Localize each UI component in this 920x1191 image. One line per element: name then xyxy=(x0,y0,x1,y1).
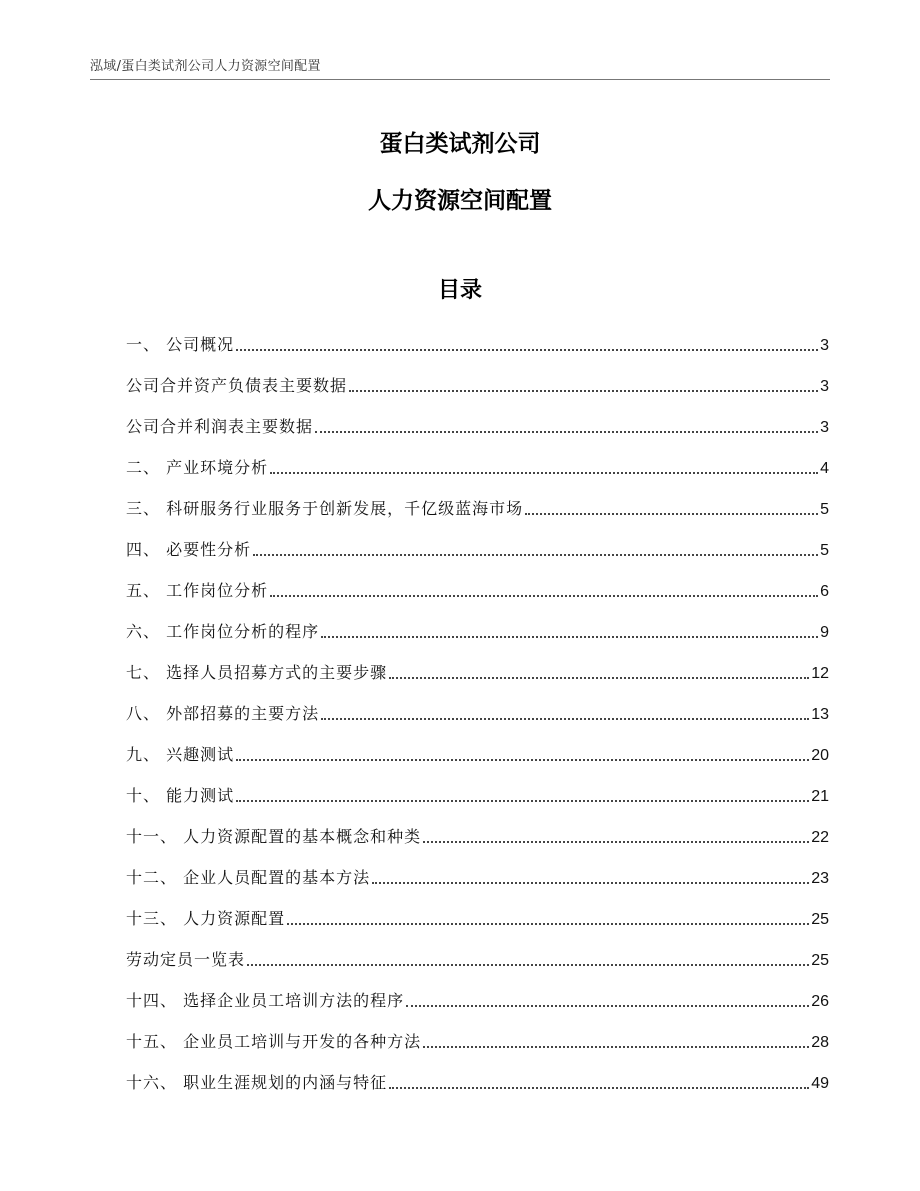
toc-entry[interactable] xyxy=(126,488,829,529)
toc-entry-label: 三、 科研服务行业服务于创新发展，千亿级蓝海市场 xyxy=(126,499,524,518)
toc-entry[interactable] xyxy=(126,447,829,488)
toc-entry-page-number: 3 xyxy=(820,337,829,354)
toc-entry[interactable] xyxy=(126,775,829,816)
toc-dot-leader xyxy=(270,472,818,474)
toc-dot-leader xyxy=(247,964,809,966)
toc-dot-leader xyxy=(406,1005,809,1007)
toc-entry-label: 七、 选择人员招募方式的主要步骤 xyxy=(126,663,388,682)
toc-entry-label: 公司合并利润表主要数据 xyxy=(126,417,314,436)
toc-entry-label: 二、 产业环境分析 xyxy=(126,458,269,477)
toc-dot-leader xyxy=(423,841,809,843)
toc-entry-label: 一、 公司概况 xyxy=(126,335,235,354)
toc-entry-page-number: 25 xyxy=(811,952,829,969)
toc-entry[interactable] xyxy=(126,939,829,980)
toc-dot-leader xyxy=(236,800,809,802)
toc-entry-page-number: 22 xyxy=(811,829,829,846)
toc-heading: 目录 xyxy=(437,278,482,303)
toc-entry[interactable] xyxy=(126,980,829,1021)
toc-entry-page-number: 9 xyxy=(820,624,829,641)
toc-entry-page-number: 20 xyxy=(811,747,829,764)
toc-entry-label: 公司合并资产负债表主要数据 xyxy=(126,376,348,395)
toc-entry[interactable] xyxy=(126,898,829,939)
toc-entry-page-number: 12 xyxy=(811,665,829,682)
toc-entry-label: 八、 外部招募的主要方法 xyxy=(126,704,320,723)
toc-entry-page-number: 25 xyxy=(811,911,829,928)
toc-dot-leader xyxy=(389,677,809,679)
page-header: 泓域/蛋白类试剂公司人力资源空间配置 xyxy=(90,59,321,74)
document-title: 蛋白类试剂公司 xyxy=(379,131,541,157)
toc-entry-page-number: 3 xyxy=(820,378,829,395)
toc-entry[interactable] xyxy=(126,406,829,447)
toc-entry-page-number: 26 xyxy=(811,993,829,1010)
toc-entry-label: 十、 能力测试 xyxy=(126,786,235,805)
toc-entry[interactable] xyxy=(126,816,829,857)
toc-entry[interactable] xyxy=(126,365,829,406)
toc-dot-leader xyxy=(253,554,818,556)
toc-entry-label: 十五、 企业员工培训与开发的各种方法 xyxy=(126,1032,422,1051)
table-of-contents xyxy=(126,324,829,1103)
toc-dot-leader xyxy=(270,595,818,597)
toc-entry[interactable] xyxy=(126,693,829,734)
toc-entry[interactable] xyxy=(126,1062,829,1103)
toc-entry-page-number: 13 xyxy=(811,706,829,723)
toc-entry[interactable] xyxy=(126,1021,829,1062)
toc-entry-page-number: 4 xyxy=(820,460,829,477)
toc-entry-label: 十一、 人力资源配置的基本概念和种类 xyxy=(126,827,422,846)
toc-entry-page-number: 3 xyxy=(820,419,829,436)
toc-entry[interactable] xyxy=(126,529,829,570)
toc-dot-leader xyxy=(389,1087,809,1089)
toc-entry-label: 十三、 人力资源配置 xyxy=(126,909,286,928)
toc-entry-label: 四、 必要性分析 xyxy=(126,540,252,559)
toc-entry[interactable] xyxy=(126,734,829,775)
toc-entry-page-number: 6 xyxy=(820,583,829,600)
toc-entry-label: 十二、 企业人员配置的基本方法 xyxy=(126,868,371,887)
toc-entry[interactable] xyxy=(126,324,829,365)
toc-dot-leader xyxy=(236,759,809,761)
toc-entry-page-number: 5 xyxy=(820,542,829,559)
toc-entry-page-number: 5 xyxy=(820,501,829,518)
toc-dot-leader xyxy=(287,923,809,925)
toc-entry[interactable] xyxy=(126,611,829,652)
toc-entry-page-number: 49 xyxy=(811,1075,829,1092)
toc-entry-label: 十四、 选择企业员工培训方法的程序 xyxy=(126,991,405,1010)
toc-entry-page-number: 21 xyxy=(811,788,829,805)
toc-dot-leader xyxy=(423,1046,809,1048)
toc-dot-leader xyxy=(236,349,818,351)
toc-entry[interactable] xyxy=(126,652,829,693)
toc-dot-leader xyxy=(525,513,818,515)
document-subtitle: 人力资源空间配置 xyxy=(368,188,552,214)
toc-dot-leader xyxy=(321,636,818,638)
toc-dot-leader xyxy=(321,718,809,720)
toc-entry[interactable] xyxy=(126,857,829,898)
toc-entry-label: 十六、 职业生涯规划的内涵与特征 xyxy=(126,1073,388,1092)
toc-entry-label: 五、 工作岗位分析 xyxy=(126,581,269,600)
toc-entry-label: 六、 工作岗位分析的程序 xyxy=(126,622,320,641)
toc-entry-label: 劳动定员一览表 xyxy=(126,950,246,969)
toc-dot-leader xyxy=(349,390,818,392)
toc-entry-page-number: 28 xyxy=(811,1034,829,1051)
toc-dot-leader xyxy=(315,431,818,433)
header-divider xyxy=(90,79,830,80)
toc-dot-leader xyxy=(372,882,809,884)
toc-entry-page-number: 23 xyxy=(811,870,829,887)
toc-entry-label: 九、 兴趣测试 xyxy=(126,745,235,764)
toc-entry[interactable] xyxy=(126,570,829,611)
